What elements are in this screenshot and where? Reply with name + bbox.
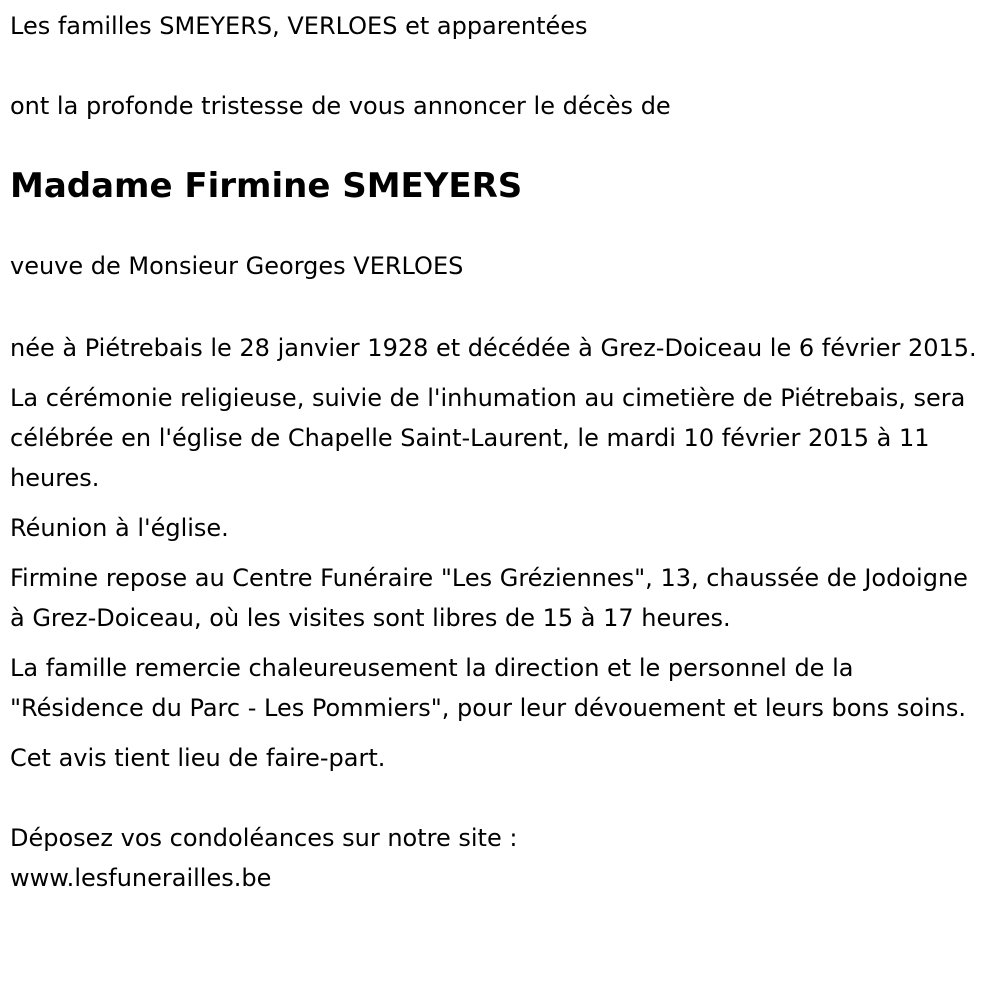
families-line: Les familles SMEYERS, VERLOES et apparentées bbox=[10, 12, 588, 40]
widow-line: veuve de Monsieur Georges VERLOES bbox=[10, 252, 464, 280]
deceased-name: Madame Firmine SMEYERS bbox=[10, 166, 523, 206]
meeting-text: Réunion à l'église. bbox=[10, 514, 229, 542]
condolences-label: Déposez vos condoléances sur notre site : bbox=[10, 824, 518, 852]
announce-line: ont la profonde tristesse de vous annoncer le décès de bbox=[10, 92, 671, 120]
birth-death-text: née à Piétrebais le 28 janvier 1928 et décédée à Grez-Doiceau le 6 février 2015. bbox=[10, 334, 977, 362]
ceremony-text: La cérémonie religieuse, suivie de l'inhumation au cimetière de Piétrebais, sera célébrée en l'église de Chapelle Saint-Laurent, le mardi 10 février 2015 à 11 heures. bbox=[10, 384, 966, 492]
thanks-text: La famille remercie chaleureusement la direction et le personnel de la "Résidence du Parc - Les Pommiers", pour leur dévouement et leurs bons soins. bbox=[10, 654, 966, 722]
notice-line: Cet avis tient lieu de faire-part. bbox=[10, 744, 386, 772]
website-link[interactable]: www.lesfunerailles.be bbox=[10, 864, 272, 892]
rest-text: Firmine repose au Centre Funéraire "Les Gréziennes", 13, chaussée de Jodoigne à Grez-Doiceau, où les visites sont libres de 15 à 17 heures. bbox=[10, 564, 968, 632]
